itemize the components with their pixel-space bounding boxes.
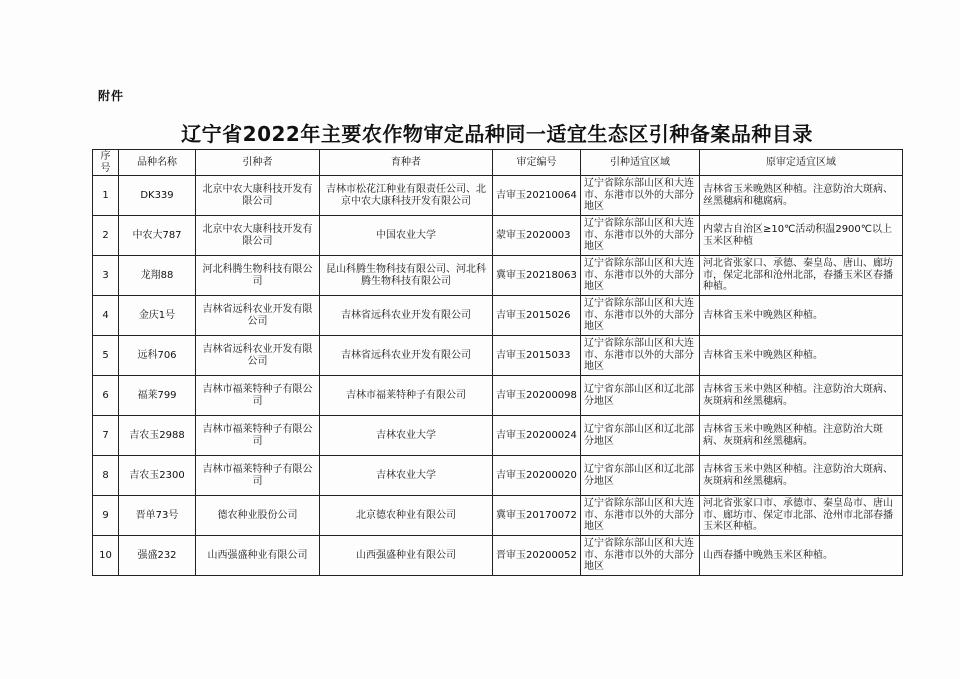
cell-intro-region: 辽宁省除东部山区和大连市、东港市以外的大部分地区 [581, 496, 700, 536]
cell-orig-region: 内蒙古自治区≥10℃活动积温2900℃以上玉米区种植 [700, 216, 903, 256]
table-row [93, 296, 903, 336]
cell-breeder: 吉林农业大学 [320, 416, 493, 456]
cell-introducer: 吉林市福莱特种子有限公司 [196, 416, 320, 456]
cell-cert-no: 吉审玉2015026 [493, 296, 581, 336]
table-header-row [93, 150, 903, 176]
cell-introducer: 吉林市福莱特种子有限公司 [196, 376, 320, 416]
cell-cert-no: 吉审玉20210064 [493, 176, 581, 216]
cell-intro-region: 辽宁省东部山区和辽北部分地区 [581, 416, 700, 456]
cell-orig-region: 吉林省玉米中晚熟区种植。 [700, 296, 903, 336]
variety-catalog-table [92, 149, 903, 576]
cell-variety: 中农大787 [119, 216, 196, 256]
table-row [93, 536, 903, 576]
cell-variety: 强盛232 [119, 536, 196, 576]
header-intro-region: 引种适宜区域 [581, 150, 700, 176]
header-cert-no: 审定编号 [493, 150, 581, 176]
cell-orig-region: 吉林省玉米中晚熟区种植。注意防治大斑病、灰斑病和丝黑穗病。 [700, 416, 903, 456]
cell-cert-no: 吉审玉20200020 [493, 456, 581, 496]
header-orig-region: 原审定适宜区域 [700, 150, 903, 176]
cell-no: 6 [93, 376, 119, 416]
cell-no: 8 [93, 456, 119, 496]
cell-breeder: 吉林市松花江种业有限责任公司、北京中农大康科技开发有限公司 [320, 176, 493, 216]
cell-intro-region: 辽宁省除东部山区和大连市、东港市以外的大部分地区 [581, 256, 700, 296]
cell-variety: 吉农玉2988 [119, 416, 196, 456]
cell-orig-region: 吉林省玉米中晚熟区种植。 [700, 336, 903, 376]
header-breeder: 育种者 [320, 150, 493, 176]
cell-cert-no: 吉审玉20200098 [493, 376, 581, 416]
cell-introducer: 吉林省远科农业开发有限公司 [196, 336, 320, 376]
cell-cert-no: 蒙审玉2020003 [493, 216, 581, 256]
cell-intro-region: 辽宁省东部山区和辽北部分地区 [581, 376, 700, 416]
header-no: 序号 [93, 150, 119, 176]
cell-no: 5 [93, 336, 119, 376]
cell-variety: 晋单73号 [119, 496, 196, 536]
cell-breeder: 山西强盛种业有限公司 [320, 536, 493, 576]
cell-breeder: 吉林农业大学 [320, 456, 493, 496]
cell-orig-region: 吉林省玉米中熟区种植。注意防治大斑病、灰斑病和丝黑穗病。 [700, 456, 903, 496]
cell-variety: 远科706 [119, 336, 196, 376]
cell-cert-no: 吉审玉2015033 [493, 336, 581, 376]
cell-breeder: 吉林省远科农业开发有限公司 [320, 296, 493, 336]
cell-no: 10 [93, 536, 119, 576]
cell-orig-region: 山西春播中晚熟玉米区种植。 [700, 536, 903, 576]
cell-introducer: 吉林市福莱特种子有限公司 [196, 456, 320, 496]
cell-introducer: 北京中农大康科技开发有限公司 [196, 216, 320, 256]
cell-intro-region: 辽宁省除东部山区和大连市、东港市以外的大部分地区 [581, 336, 700, 376]
cell-no: 1 [93, 176, 119, 216]
cell-no: 3 [93, 256, 119, 296]
cell-breeder: 昆山科腾生物科技有限公司、河北科腾生物科技有限公司 [320, 256, 493, 296]
cell-breeder: 北京德农种业有限公司 [320, 496, 493, 536]
cell-orig-region: 吉林省玉米中熟区种植。注意防治大斑病、灰斑病和丝黑穗病。 [700, 376, 903, 416]
cell-introducer: 北京中农大康科技开发有限公司 [196, 176, 320, 216]
table-row [93, 456, 903, 496]
cell-intro-region: 辽宁省除东部山区和大连市、东港市以外的大部分地区 [581, 216, 700, 256]
cell-variety: 福莱799 [119, 376, 196, 416]
cell-cert-no: 吉审玉20200024 [493, 416, 581, 456]
cell-no: 2 [93, 216, 119, 256]
header-variety: 品种名称 [119, 150, 196, 176]
cell-introducer: 吉林省远科农业开发有限公司 [196, 296, 320, 336]
cell-variety: 金庆1号 [119, 296, 196, 336]
cell-intro-region: 辽宁省东部山区和辽北部分地区 [581, 456, 700, 496]
table-row [93, 176, 903, 216]
header-introducer: 引种者 [196, 150, 320, 176]
cell-intro-region: 辽宁省除东部山区和大连市、东港市以外的大部分地区 [581, 296, 700, 336]
cell-no: 9 [93, 496, 119, 536]
cell-breeder: 吉林省远科农业开发有限公司 [320, 336, 493, 376]
cell-breeder: 吉林市福莱特种子有限公司 [320, 376, 493, 416]
cell-cert-no: 晋审玉20200052 [493, 536, 581, 576]
cell-no: 7 [93, 416, 119, 456]
table-row [93, 216, 903, 256]
cell-orig-region: 河北省张家口市、承德市、秦皇岛市、唐山市、廊坊市、保定市北部、沧州市北部春播玉米区种植。 [700, 496, 903, 536]
cell-variety: DK339 [119, 176, 196, 216]
attachment-label: 附件 [98, 89, 125, 103]
cell-no: 4 [93, 296, 119, 336]
cell-introducer: 德农种业股份公司 [196, 496, 320, 536]
cell-orig-region: 河北省张家口、承德、秦皇岛、唐山、廊坊市，保定北部和沧州北部，春播玉米区春播种植。 [700, 256, 903, 296]
cell-intro-region: 辽宁省除东部山区和大连市、东港市以外的大部分地区 [581, 176, 700, 216]
cell-orig-region: 吉林省玉米晚熟区种植。注意防治大斑病、丝黑穗病和穗腐病。 [700, 176, 903, 216]
cell-intro-region: 辽宁省除东部山区和大连市、东港市以外的大部分地区 [581, 536, 700, 576]
cell-introducer: 山西强盛种业有限公司 [196, 536, 320, 576]
table-row [93, 256, 903, 296]
cell-cert-no: 冀审玉20170072 [493, 496, 581, 536]
table-row [93, 336, 903, 376]
table-row [93, 496, 903, 536]
cell-cert-no: 冀审玉20218063 [493, 256, 581, 296]
table-row [93, 376, 903, 416]
cell-breeder: 中国农业大学 [320, 216, 493, 256]
cell-variety: 龙翔88 [119, 256, 196, 296]
page-title: 辽宁省2022年主要农作物审定品种同一适宜生态区引种备案品种目录 [181, 122, 813, 146]
cell-variety: 吉农玉2300 [119, 456, 196, 496]
table-row [93, 416, 903, 456]
cell-introducer: 河北科腾生物科技有限公司 [196, 256, 320, 296]
